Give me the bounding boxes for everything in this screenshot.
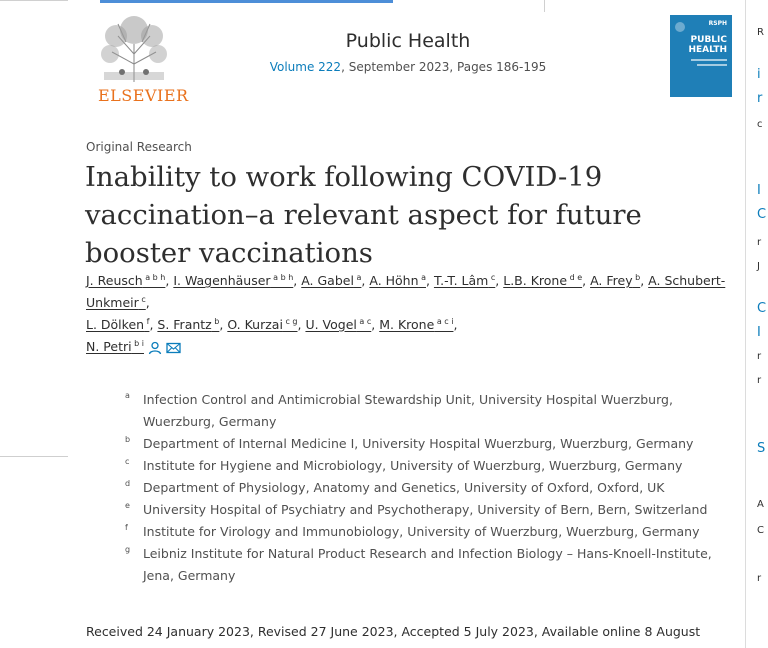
elsevier-wordmark: ELSEVIER (98, 86, 189, 105)
author-name: M. Krone (379, 317, 435, 332)
affiliation-item (123, 543, 733, 587)
author-affiliation-marks: b i (131, 338, 144, 348)
author-name: A. Gabel (301, 273, 354, 288)
author-affiliation-marks: a c i (434, 316, 454, 326)
related-article-fragment: r (757, 375, 762, 386)
affiliation-item (123, 455, 733, 477)
affiliation-list (123, 389, 733, 587)
related-article-fragment: c (757, 119, 763, 130)
related-article-fragment: r (757, 351, 762, 362)
affiliation-mark: f (125, 523, 128, 532)
affiliation-item (123, 499, 733, 521)
author-link[interactable] (369, 273, 426, 288)
affiliation-item (123, 389, 733, 433)
article-header (68, 8, 745, 104)
author-separator: , (425, 273, 434, 288)
author-affiliation-marks: c (488, 272, 496, 282)
author-affiliation-marks: d e (567, 272, 583, 282)
author-separator: , (219, 317, 228, 332)
author-name: L. Dölken (86, 317, 145, 332)
affiliation-mark: d (125, 479, 131, 488)
author-separator: , (149, 317, 158, 332)
focus-strip (100, 0, 393, 3)
author-link[interactable] (379, 317, 453, 332)
issue-details: , September 2023, Pages 186-195 (341, 60, 547, 74)
article-title: Inability to work following COVID-19 vaccination–a relevant aspect for future booster vaccinations (85, 161, 642, 269)
author-affiliation-marks: a b h (142, 272, 166, 282)
cover-title-line1: PUBLIC (690, 35, 727, 45)
affiliation-text: Institute for Hygiene and Microbiology, University of Wuerzburg, Wuerzburg, Germany (143, 458, 683, 473)
author-separator: , (293, 273, 302, 288)
affiliation-item (123, 477, 733, 499)
author-link[interactable] (157, 317, 219, 332)
author-affiliation-marks: b (632, 272, 641, 282)
author-name: L.B. Krone (503, 273, 568, 288)
author-separator: , (640, 273, 649, 288)
author-separator: , (582, 273, 591, 288)
issue-line (258, 60, 558, 74)
related-article-fragment[interactable]: I (757, 325, 761, 340)
author-separator: , (297, 317, 306, 332)
volume-link[interactable]: Volume 222 (269, 60, 342, 74)
author-name: A. Frey (590, 273, 633, 288)
author-name: U. Vogel (305, 317, 357, 332)
author-affiliation-marks: c (138, 294, 146, 304)
author-list (86, 270, 736, 358)
cover-badge: RSPH (708, 20, 727, 27)
mail-icon[interactable] (166, 342, 181, 354)
author-link[interactable] (227, 317, 297, 332)
journal-cover[interactable] (670, 15, 732, 97)
affiliation-item (123, 521, 733, 543)
elsevier-logo[interactable] (96, 14, 189, 105)
author-affiliation-marks: a (418, 272, 426, 282)
sidebar-divider (0, 456, 68, 457)
affiliation-mark: e (125, 501, 130, 510)
journal-title[interactable]: Public Health (345, 30, 471, 52)
affiliation-item (123, 433, 733, 455)
author-separator: , (371, 317, 380, 332)
person-icon[interactable] (148, 341, 162, 355)
author-affiliation-marks: c g (282, 316, 298, 326)
sidebar-top-border (0, 0, 68, 1)
journal-block (258, 30, 558, 74)
author-link[interactable] (434, 273, 495, 288)
related-article-fragment[interactable]: C (757, 207, 767, 222)
cover-seal-icon (675, 22, 685, 32)
affiliation-text: Leibniz Institute for Natural Product Research and Infection Biology – Hans-Knoell-Institute, Jena, Germany (143, 546, 712, 583)
author-affiliation-marks: f (144, 316, 150, 326)
affiliation-mark: c (125, 457, 130, 466)
affiliation-text: Infection Control and Antimicrobial Stewardship Unit, University Hospital Wuerzburg, Wuerzburg, Germany (143, 392, 673, 429)
related-article-fragment: C (757, 525, 764, 536)
right-sidebar (745, 0, 768, 648)
author-affiliation-marks: a b h (270, 272, 294, 282)
author-name: A. Schubert-Unkmeir (86, 273, 726, 310)
related-article-fragment: R (757, 27, 764, 38)
affiliation-text: Institute for Virology and Immunobiology, University of Wuerzburg, Wuerzburg, Germany (143, 524, 700, 539)
article-main (68, 0, 745, 648)
author-link[interactable] (590, 273, 640, 288)
related-article-fragment[interactable]: I (757, 183, 761, 198)
author-link[interactable] (173, 273, 293, 288)
affiliation-mark: b (125, 435, 131, 444)
related-article-fragment: A (757, 499, 764, 510)
cover-title (688, 35, 727, 55)
author-name: S. Frantz (157, 317, 212, 332)
author-name: J. Reusch (86, 273, 143, 288)
author-separator: , (453, 317, 458, 332)
cover-subtitle-line (697, 64, 727, 66)
related-article-fragment[interactable]: i (757, 67, 761, 82)
related-article-fragment[interactable]: C (757, 301, 767, 316)
author-name: T.-T. Lâm (433, 273, 489, 288)
author-separator: , (165, 273, 174, 288)
author-link[interactable] (305, 317, 371, 332)
author-link[interactable] (86, 339, 144, 354)
author-separator: , (361, 273, 370, 288)
related-article-fragment: J (757, 261, 760, 272)
author-name: O. Kurzai (227, 317, 283, 332)
author-name: N. Petri (86, 339, 132, 354)
affiliation-mark: a (125, 391, 130, 400)
article-dates: Received 24 January 2023, Revised 27 June 2023, Accepted 5 July 2023, Available online 8 August (86, 624, 701, 639)
cover-subtitle-line (691, 59, 727, 61)
affiliation-text: Department of Internal Medicine I, University Hospital Wuerzburg, Wuerzburg, Germany (143, 436, 694, 451)
cover-title-line2: HEALTH (688, 45, 727, 55)
author-name: I. Wagenhäuser (173, 273, 271, 288)
elsevier-tree-icon (96, 14, 172, 84)
author-affiliation-marks: b (211, 316, 220, 326)
affiliation-text: Department of Physiology, Anatomy and Genetics, University of Oxford, Oxford, UK (143, 480, 665, 495)
author-link[interactable] (503, 273, 582, 288)
affiliation-text: University Hospital of Psychiatry and Psychotherapy, University of Bern, Bern, Switzerland (143, 502, 708, 517)
related-article-fragment[interactable]: r (757, 91, 763, 106)
related-article-fragment: r (757, 573, 762, 584)
author-link[interactable] (86, 273, 165, 288)
article-type: Original Research (86, 140, 192, 154)
affiliation-mark: g (125, 545, 131, 554)
author-affiliation-marks: a (353, 272, 362, 282)
related-article-fragment[interactable]: S (757, 441, 766, 456)
author-affiliation-marks: a c (356, 316, 372, 326)
left-sidebar (0, 0, 68, 648)
author-link[interactable] (86, 317, 149, 332)
author-link[interactable] (301, 273, 361, 288)
author-separator: , (495, 273, 504, 288)
author-name: A. Höhn (369, 273, 419, 288)
author-separator: , (145, 295, 150, 310)
related-article-fragment: r (757, 237, 762, 248)
